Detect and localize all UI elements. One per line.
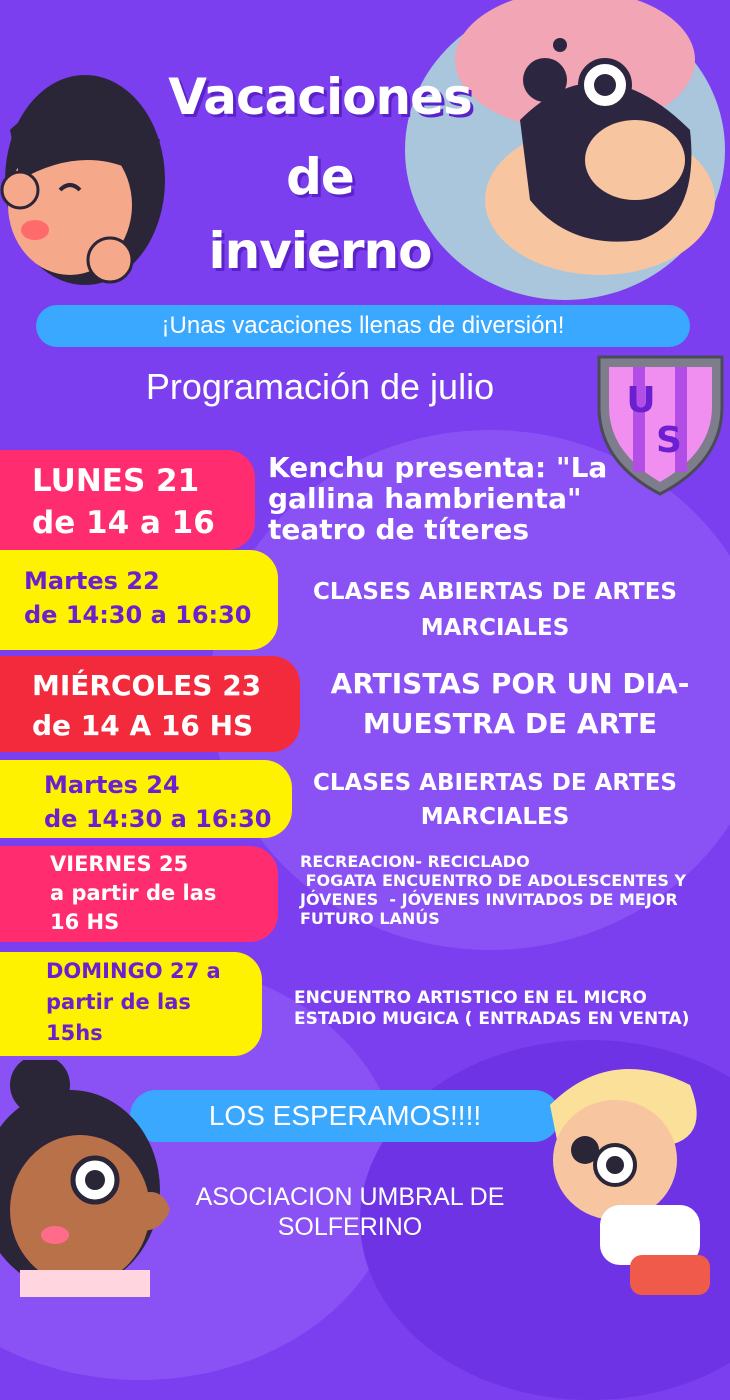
event-line: gallina hambrienta" (268, 482, 582, 515)
day-label: Martes 24 (44, 771, 180, 799)
esperamos-pill (130, 1090, 560, 1142)
time-label: de 14:30 a 16:30 (24, 601, 252, 629)
event-description (300, 852, 720, 928)
day-label: DOMINGO 27 a (46, 959, 221, 983)
event-description (295, 574, 695, 646)
program-subtitle: Programación de julio (145, 366, 495, 407)
time-label: de 14:30 a 16:30 (44, 805, 272, 833)
schedule-day-box (0, 656, 300, 752)
title-line-2: de (286, 148, 354, 206)
day-label: LUNES 21 (32, 463, 200, 499)
day-label: VIERNES 25 (50, 852, 189, 876)
schedule-day-box (0, 760, 292, 838)
time-label: 15hs (46, 1021, 103, 1045)
esperamos-text: LOS ESPERAMOS!!!! (208, 1100, 482, 1131)
girl-illustration-bottom-left (0, 1060, 180, 1297)
event-line: CLASES ABIERTAS DE ARTES (313, 770, 677, 796)
event-line: ESTADIO MUGICA ( ENTRADAS EN VENTA) (294, 1009, 690, 1029)
tagline-pill (36, 305, 690, 347)
event-line: ARTISTAS POR UN DIA- (330, 667, 690, 700)
org-line: ASOCIACION UMBRAL DE (195, 1183, 505, 1211)
day-label: Martes 22 (24, 567, 160, 595)
event-description (268, 452, 628, 545)
schedule-day-box (0, 846, 278, 942)
shield-letter-s: S (656, 420, 682, 461)
schedule-day-box (0, 952, 262, 1056)
event-line: MUESTRA DE ARTE (362, 707, 658, 740)
tagline-text: ¡Unas vacaciones llenas de diversión! (161, 312, 565, 339)
title-line-1: Vacaciones (168, 68, 472, 126)
event-line: RECREACION- RECICLADO (300, 852, 530, 871)
event-line: ENCUENTRO ARTISTICO EN EL MICRO (294, 988, 647, 1008)
event-line: MARCIALES (420, 615, 570, 641)
time-label: 16 HS (50, 910, 120, 934)
event-line: MARCIALES (420, 804, 570, 830)
schedule-day-box (0, 450, 255, 550)
time-label: de 14 A 16 HS (32, 709, 254, 742)
event-description (294, 988, 724, 1030)
title-line-3: invierno (208, 222, 432, 280)
event-line: teatro de títeres (268, 513, 530, 546)
boy-illustration-bottom-right (530, 1045, 730, 1297)
organization-name (150, 1182, 550, 1242)
event-line: Kenchu presenta: "La (268, 451, 608, 484)
event-line: CLASES ABIERTAS DE ARTES (313, 579, 677, 605)
time-label: a partir de las (50, 881, 217, 905)
shield-letter-u: U (626, 380, 656, 421)
day-label: MIÉRCOLES 23 (32, 669, 262, 702)
event-line: FUTURO LANÚS (300, 909, 440, 928)
event-line: FOGATA ENCUENTRO DE ADOLESCENTES Y (300, 871, 687, 890)
event-description (295, 766, 695, 834)
event-line: JÓVENES - JÓVENES INVITADOS DE MEJOR (300, 890, 678, 909)
org-line: SOLFERINO (277, 1213, 423, 1241)
time-label: partir de las (46, 990, 191, 1014)
event-description (310, 664, 710, 744)
schedule-day-box (0, 550, 278, 650)
time-label: de 14 a 16 (32, 505, 215, 541)
